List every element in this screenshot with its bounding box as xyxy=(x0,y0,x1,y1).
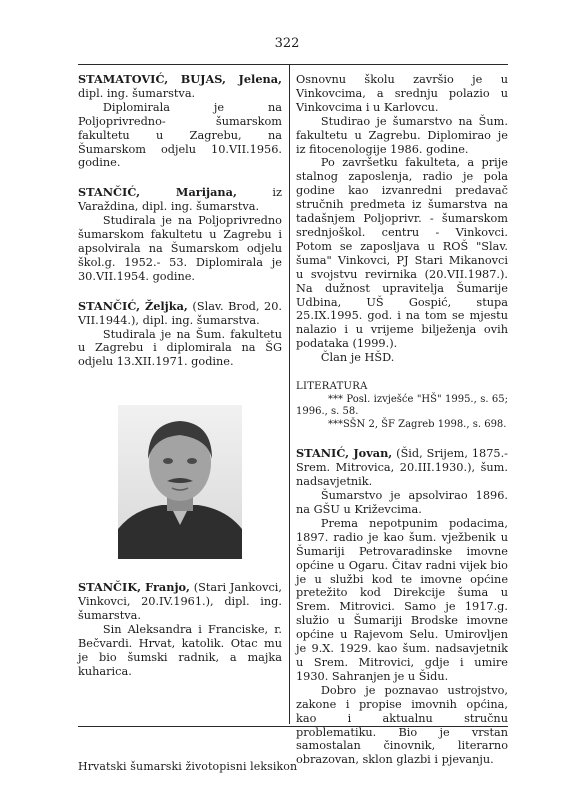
entry-heading-text: (Stari Jankovci, Vinkovci, 20.IV.1961.), dipl. ing. šumarstva. xyxy=(78,581,282,623)
entry-body: Diplomirala je na Poljoprivredno- šumarskom fakultetu u Zagrebu, na Šumarskom odjelu 10.VII.1956. godine. xyxy=(78,100,282,170)
entry-heading-text: iz Varaždina, dipl. ing. šumarstva. xyxy=(78,186,282,214)
entry-heading-text: (Slav. Brod, 20. VII.1944.), dipl. ing. šumarstva. xyxy=(78,299,282,327)
entry-paragraph: Član je HŠD. xyxy=(320,351,395,365)
entry-heading-text: dipl. ing. šumarstva. xyxy=(78,86,196,100)
entry-stancik-continued xyxy=(296,73,508,365)
literature-source: ***SŠN 2, ŠF Zagreb 1998., s. 698. xyxy=(328,418,507,430)
entry-stancic-marijana xyxy=(78,186,282,283)
entry-name: STANČIĆ, Marijana, xyxy=(78,185,237,200)
column-divider xyxy=(289,64,290,724)
entry-body: Šumarstvo je apsolvirao 1896. na GŠU u Križevcima. xyxy=(296,489,508,517)
entry-stanic xyxy=(296,447,508,767)
entry-paragraph: Studirao je šumarstvo na Šum. fakultetu u Zagrebu. Diplomirao je iz fitocenologije 1986. godine. xyxy=(296,114,508,156)
entry-body: Dobro je poznavao ustrojstvo, zakone i propise imovnih općina, kao i aktualnu stručnu problematiku. Bio je vrstan samostalan činovnik, literarno obrazovan, sklon glazbi i pjevanju. xyxy=(296,683,508,767)
entry-body: Studirala je na Poljoprivredno šumarskom fakultetu u Zagrebu i apsolvirala na Šumarskom odjelu škol.g. 1952.- 53. Diplomirala je 30.VII.1954. godine. xyxy=(78,214,282,283)
header-rule xyxy=(78,64,508,65)
entry-name: STAMATOVIĆ, BUJAS, Jelena, xyxy=(78,72,282,86)
entry-heading xyxy=(296,447,508,489)
portrait-photo xyxy=(118,405,242,559)
running-footer: Hrvatski šumarski životopisni leksikon xyxy=(78,760,298,773)
entry-heading-text: (Šid, Srijem, 1875.- Srem. Mitrovica, 20.III.1930.), šum. nadsavjetnik. xyxy=(296,447,508,489)
entry-body: Studirala je na Šum. fakultetu u Zagrebu i diplomirala na ŠG odjelu 13.XII.1971. godine. xyxy=(78,327,282,369)
entry-name: STANIĆ, Jovan, xyxy=(296,446,393,461)
footer-rule xyxy=(78,726,508,727)
entry-paragraph: Po završetku fakulteta, a prije stalnog zaposlenja, radio je pola godine kao izvanredni predavač stručnih predmeta iz šumarstva na tadašnjem Poljoprivr. - šumarskom srednjoškol. centru - Vinkovci. Potom se zaposljava u ROŠ "Slav. šuma" Vinkovci, PJ Stari Mikanovci u svojstvu revirnika (20.VII.1987.). Na dužnost upravitelja Šumarije Udbina, UŠ Gospić, stupa 25.IX.1995. god. i na tom se mjestu nalazio i u vrijeme bilježenja ovih podataka (1999.). xyxy=(296,156,508,351)
entry-body: Prema nepotpunim podacima, 1897. radio je kao šum. vježbenik u Šumariji Petrovaradinske imovne općine u Ogaru. Čitav radni vijek bio je u službi kod te imovne općine pretežito kod Direkcije šuma u Srem. Mitrovici. Samo je 1917.g. služio u Šumariji Brodske imovne općine u Rajevom Selu. Umirovljen je 9.X. 1929. kao šum. nadsavjetnik u Srem. Mitrovici, gdje i umire 1930. Sahranjen je u Šidu. xyxy=(296,516,508,683)
entry-stancic-zeljka xyxy=(78,300,282,370)
portrait-image xyxy=(118,405,242,559)
entry-heading xyxy=(78,73,282,101)
entry-heading xyxy=(78,300,282,328)
page-number: 322 xyxy=(274,36,300,51)
left-column xyxy=(78,73,282,695)
entry-heading xyxy=(78,186,282,214)
entry-stancik xyxy=(78,581,282,678)
entry-heading xyxy=(78,581,282,623)
literature-source: *** Posl. izvješće "HŠ" 1995., s. 65; 1996., s. 58. xyxy=(296,393,508,418)
right-column xyxy=(296,73,508,783)
entry-continuation: Osnovnu školu završio je u Vinkovcima, a srednju polazio u Vinkovcima i u Karlovcu. xyxy=(296,73,508,114)
entry-body: Sin Aleksandra i Franciske, r. Bečvardi. Hrvat, katolik. Otac mu je bio šumski radnik, a majka kuharica. xyxy=(78,622,282,678)
entry-name: STANČIK, Franjo, xyxy=(78,580,190,595)
entry-name: STANČIĆ, Željka, xyxy=(78,298,188,313)
literature-block xyxy=(296,381,508,431)
entry-stamatovic xyxy=(78,73,282,170)
literature-label: LITERATURA xyxy=(296,381,368,393)
